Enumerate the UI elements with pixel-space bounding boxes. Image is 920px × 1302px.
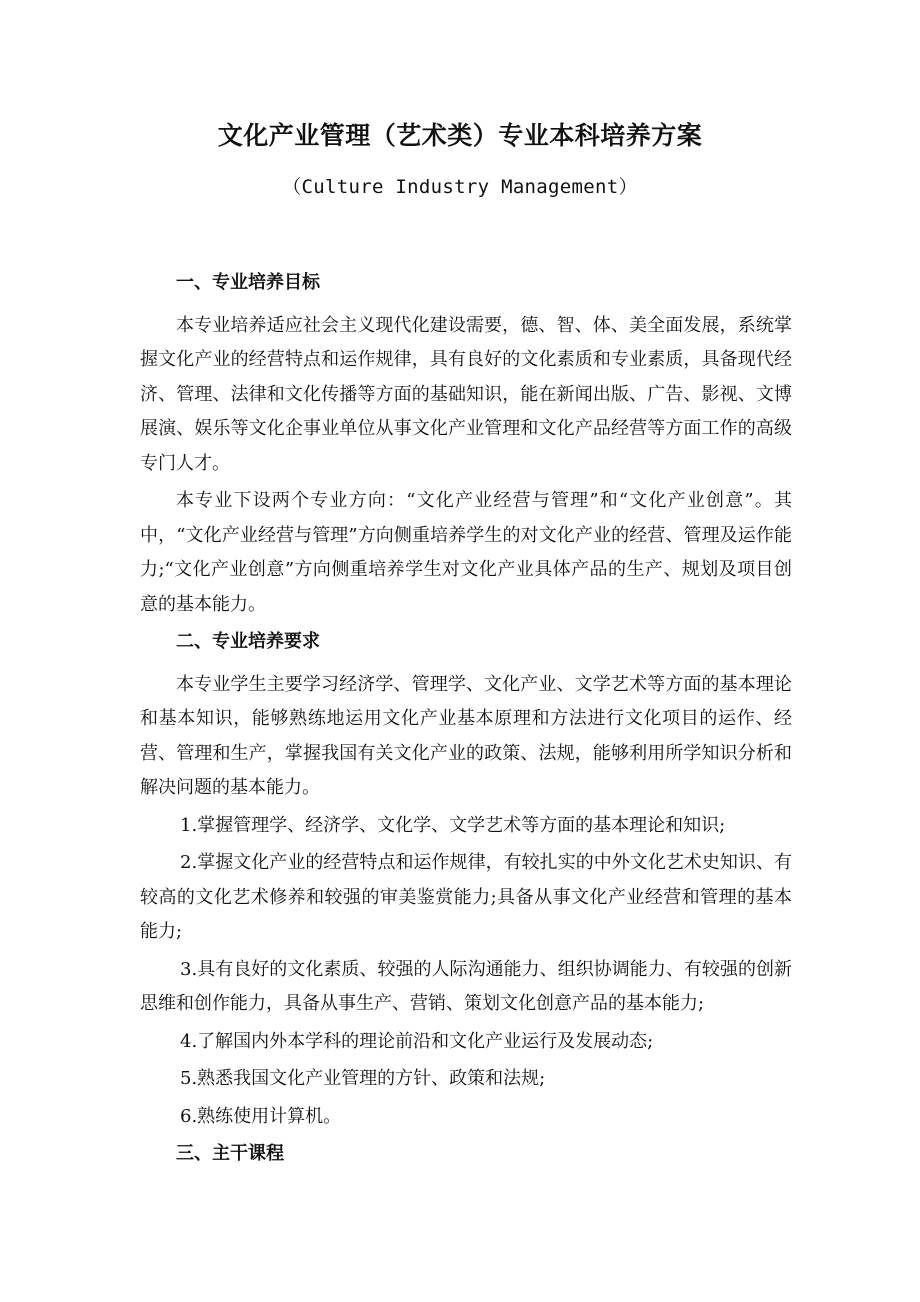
list-item: 4.了解国内外本学科的理论前沿和文化产业运行及发展动态; — [180, 1030, 654, 1052]
list-item: 1.掌握管理学、经济学、文化学、文学艺术等方面的基本理论和知识; — [180, 814, 726, 836]
section-heading-core-courses: 三、主干课程 — [176, 1143, 284, 1164]
list-item: 5.熟悉我国文化产业管理的方针、政策和法规; — [180, 1068, 546, 1089]
document-title: 文化产业管理（艺术类）专业本科培养方案 — [217, 121, 703, 150]
paragraph-requirements: 本专业学生主要学习经济学、管理学、文化产业、文学艺术等方面的基本理论和基本知识，能够熟练地运用文化产业基本原理和方法进行文化项目的运作、经营、管理和生产，掌握我国有关文化产业的政策、法规，能够利用所学知识分析和解决问题的基本能力。 — [140, 673, 792, 798]
document-subtitle: （Culture Industry Management） — [282, 176, 638, 198]
paragraph-objectives: 本专业培养适应社会主义现代化建设需要，德、智、体、美全面发展，系统掌握文化产业的经营特点和运作规律，具有良好的文化素质和专业素质，具备现代经济、管理、法律和文化传播等方面的基础知识，能在新闻出版、广告、影视、文博展演、娱乐等文化企事业单位从事文化产业管理和文化产品经营等方面工作的高级专门人才。 — [140, 314, 792, 474]
list-item: 3.具有良好的文化素质、较强的人际沟通能力、组织协调能力、有较强的创新思维和创作能力，具备从事生产、营销、策划文化创意产品的基本能力; — [140, 958, 792, 1014]
section-heading-requirements: 二、专业培养要求 — [176, 631, 320, 652]
section-heading-objectives: 一、专业培养目标 — [176, 272, 320, 293]
document-body — [140, 266, 792, 1172]
paragraph-directions: 本专业下设两个专业方向：“文化产业经营与管理”和“文化产业创意”。其中，“文化产业经营与管理”方向侧重培养学生的对文化产业的经营、管理及运作能力;“文化产业创意”方向侧重培养学生对文化产业具体产品的生产、规划及项目创意的基本能力。 — [140, 490, 792, 615]
list-item: 6.熟练使用计算机。 — [180, 1105, 342, 1127]
list-item: 2.掌握文化产业的经营特点和运作规律，有较扎实的中外文化艺术史知识、有较高的文化艺术修养和较强的审美鉴赏能力;具备从事文化产业经营和管理的基本能力; — [140, 852, 792, 942]
